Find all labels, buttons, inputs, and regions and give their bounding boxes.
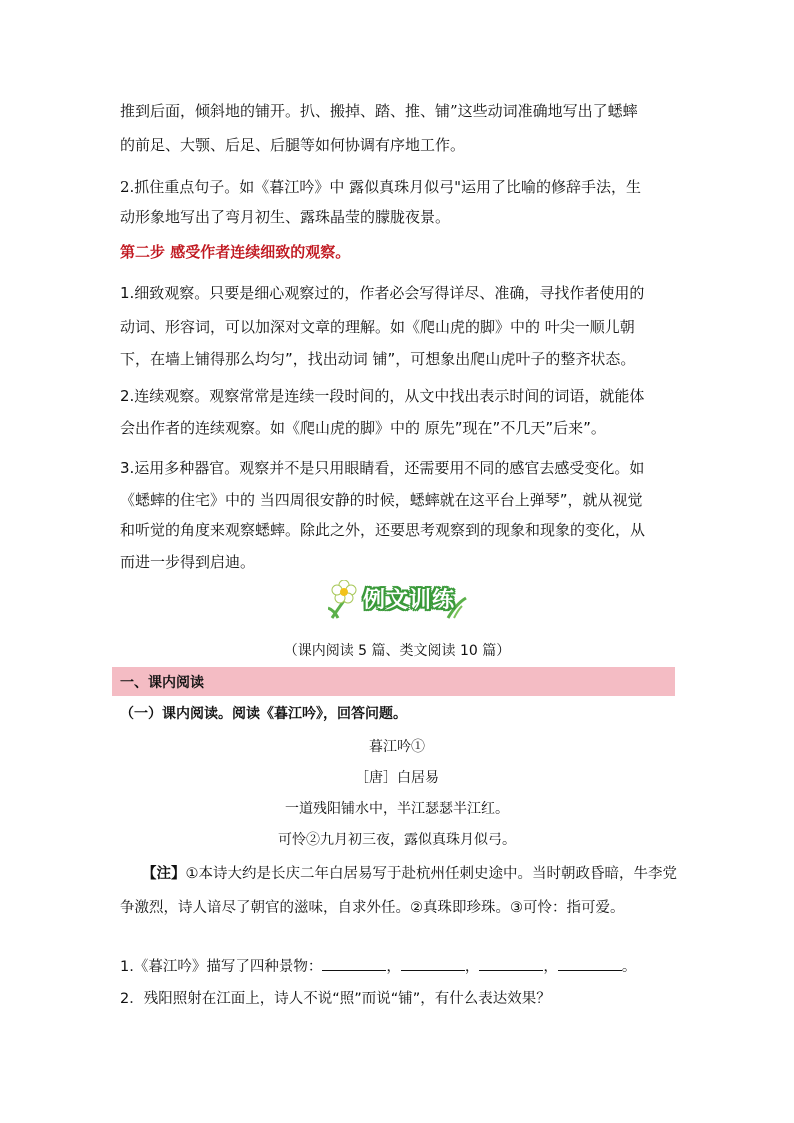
step2-item2-line2: 会出作者的连续观察。如《爬山虎的脚》中的 原先”现在”不几天”后来”。 [120,419,606,437]
point2-line-1: 2.抓住重点句子。如《暮江吟》中 露似真珠月似弓"运用了比喻的修辞手法，生 [120,178,641,196]
q1-sep-2: ， [464,959,480,975]
question-2: 2．残阳照射在江面上，诗人不说“照”而说“铺”，有什么表达效果？ [120,991,551,1007]
step2-item3-line1: 3.运用多种器官。观察并不是只用眼睛看，还需要用不同的感官去感受变化。如 [120,459,645,477]
poem-title: 暮江吟① [369,739,425,755]
section-title: 一、课内阅读 [120,675,204,691]
q1-sep-3: ， [543,959,558,975]
answer-blank-3[interactable] [479,956,543,971]
poem-line-1: 一道残阳铺水中，半江瑟瑟半江红。 [285,801,509,817]
reading-subtitle: （一）课内阅读。阅读《暮江吟》，回答问题。 [120,706,407,722]
step2-heading: 第二步 感受作者连续细致的观察。 [120,243,351,261]
poem-author: ［唐］白居易 [355,770,439,786]
intro-line-1: 推到后面，倾斜地的铺开。扒、搬掉、踏、推、铺”这些动词准确地写出了蟋蟀 [120,102,638,120]
q1-end: 。 [621,959,637,975]
example-training-banner [328,580,468,620]
intro-line-2: 的前足、大颚、后足、后腿等如何协调有序地工作。 [120,136,466,154]
answer-blank-2[interactable] [401,956,465,971]
note-label: 【注】 [142,866,186,882]
step2-item3-line3: 和听觉的角度来观察蟋蟀。除此之外，还要思考观察到的现象和现象的变化，从 [120,521,646,539]
step2-item3-line2: 《蟋蟀的住宅》中的 当四周很安静的时候，蟋蟀就在这平台上弹琴”，就从视觉 [120,491,643,509]
poem-note [120,857,680,925]
q1-sep-1: ， [386,959,401,975]
poem-line-2: 可怜②九月初三夜，露似真珠月似弓。 [278,832,516,848]
step2-item1-line2: 动词、形容词，可以加深对文章的理解。如《爬山虎的脚》中的 叶尖一顺儿朝 [120,318,635,336]
answer-blank-4[interactable] [558,956,622,971]
answer-blank-1[interactable] [322,956,386,971]
banner-subtitle: （课内阅读 5 篇、类文阅读 10 篇） [283,643,511,659]
step2-item2-line1: 2.连续观察。观察常常是连续一段时间的，从文中找出表示时间的词语，就能体 [120,387,645,405]
note-text: ①本诗大约是长庆二年白居易写于赴杭州任刺史途中。当时朝政昏暗，牛李党争激烈，诗人谙尽了朝官的滋味，自求外任。②真珠即珍珠。③可怜：指可爱。 [120,866,677,916]
banner-title: 例文训练 [363,588,456,613]
step2-item1-line1: 1.细致观察。只要是细心观察过的，作者必会写得详尽、准确，寻找作者使用的 [120,284,645,302]
point2-line-2: 动形象地写出了弯月初生、露珠晶莹的朦胧夜景。 [120,208,451,226]
section-header-bar [112,667,675,696]
step2-item3-line4: 而进一步得到启迪。 [120,553,256,571]
q1-text: 1.《暮江吟》描写了四种景物： [120,959,323,975]
question-1 [120,955,636,976]
step2-item1-line3: 下，在墙上铺得那么均匀”，找出动词 铺”，可想象出爬山虎叶子的整齐状态。 [120,350,636,368]
